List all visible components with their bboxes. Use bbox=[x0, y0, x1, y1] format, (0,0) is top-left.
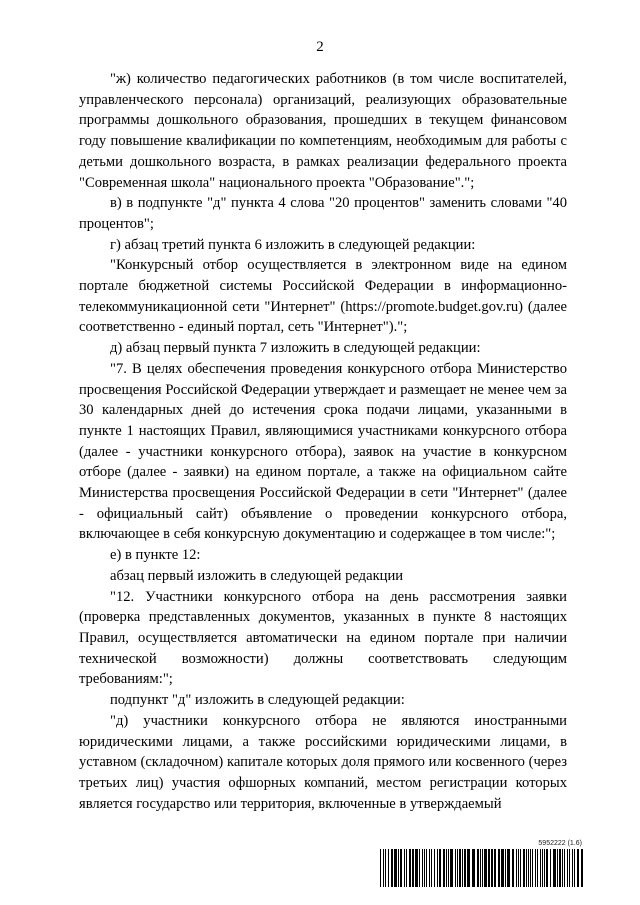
barcode-bar bbox=[455, 849, 456, 887]
barcode-bar bbox=[528, 849, 529, 887]
barcode-bar bbox=[574, 849, 575, 887]
barcode-bar bbox=[462, 849, 463, 887]
barcode-bar bbox=[505, 849, 506, 887]
barcode-bar bbox=[472, 849, 475, 887]
barcode-bar bbox=[569, 849, 570, 887]
barcode-bar bbox=[388, 849, 389, 887]
barcode-bar bbox=[559, 849, 561, 887]
paragraph-competition-portal: "Конкурсный отбор осуществляется в электронном виде на едином портале бюджетной системы Российской Федерации в информационно-телекоммуникационной сети "Интернет" (https://promote.budget.gov.ru) (далее соответственно - единый портал, сеть "Интернет")."; bbox=[79, 257, 567, 336]
paragraph-item-7: "7. В целях обеспечения проведения конкурсного отбора Министерство просвещения Российской Федерации утверждает и размещает не менее чем за 30 календарных дней до истечения срока подачи лицами, указанными в пункте 1 настоящих Правил, являющимися участниками конкурсного отбора (далее - участники конкурсного отбора), заявок на участие в конкурсном отборе (далее - заявки) на едином портале, а также на официальном сайте Министерства просвещения Российской Федерации в сети "Интернет" (далее - официальный сайт) объявление о проведении конкурсного отбора, включающее в себя конкурсную документацию и содержащее в том числе:"; bbox=[79, 360, 567, 543]
barcode-bar bbox=[412, 849, 414, 887]
paragraph-g-amendment: г) абзац третий пункта 6 изложить в следующей редакции: bbox=[110, 236, 476, 253]
paragraph-d-amendment: д) абзац первый пункта 7 изложить в следующей редакции: bbox=[110, 340, 481, 357]
paragraph-zh-item: "ж) количество педагогических работников (в том числе воспитателей, управленческого персонала) организаций, реализующих образовательные программы дошкольного образования, прошедших в текущем финансовом году повышение квалификации по компетенциям, необходимым для работы с детьми дошкольного возраста, в рамках реализации федерального проекта "Современная школа" национального проекта "Образование"."; bbox=[79, 71, 567, 191]
barcode-bar bbox=[431, 849, 432, 887]
barcode-bar bbox=[448, 849, 449, 887]
barcode-bar bbox=[540, 849, 541, 887]
barcode-bar bbox=[553, 849, 556, 887]
barcode-bar bbox=[477, 849, 479, 887]
barcode-bar bbox=[572, 849, 573, 887]
barcode-bar bbox=[562, 849, 563, 887]
barcode-bar bbox=[567, 849, 568, 887]
barcode-bar bbox=[530, 849, 531, 887]
barcode-bar bbox=[450, 849, 453, 887]
barcode-bar bbox=[544, 849, 545, 887]
barcode-bar bbox=[516, 849, 517, 887]
paragraph-v-amendment: в) в подпункте "д" пункта 4 слова "20 процентов" заменить словами "40 процентов"; bbox=[79, 195, 567, 232]
barcode-bar bbox=[535, 849, 536, 887]
barcode-bar bbox=[437, 849, 438, 887]
barcode-bar bbox=[564, 849, 565, 887]
barcode-bar bbox=[439, 849, 441, 887]
barcode-bar bbox=[581, 849, 583, 887]
barcode-bar bbox=[400, 849, 402, 887]
barcode-bar bbox=[557, 849, 558, 887]
barcode-bar bbox=[482, 849, 483, 887]
barcode-bar bbox=[542, 849, 543, 887]
barcode-bar bbox=[457, 849, 458, 887]
barcode-bar bbox=[398, 849, 399, 887]
paragraph-subitem-d: подпункт "д" изложить в следующей редакции: bbox=[110, 692, 405, 709]
barcode-bar bbox=[464, 849, 466, 887]
barcode-bar bbox=[526, 849, 527, 887]
barcode-bar bbox=[512, 849, 514, 887]
barcode-bar bbox=[520, 849, 521, 887]
barcode-bar bbox=[501, 849, 504, 887]
barcode-bar bbox=[550, 849, 551, 887]
paragraph-e-amendment: е) в пункте 12: bbox=[110, 547, 201, 564]
barcode-bar bbox=[446, 849, 447, 887]
barcode-bar bbox=[484, 849, 487, 887]
paragraph-first-abzac: абзац первый изложить в следующей редакции bbox=[110, 567, 404, 584]
document-body bbox=[79, 69, 567, 814]
barcode-bar bbox=[507, 849, 510, 887]
barcode-bar bbox=[391, 849, 393, 887]
barcode-bar bbox=[491, 849, 493, 887]
barcode-bar bbox=[380, 849, 381, 887]
page-number: 2 bbox=[316, 39, 324, 55]
barcode-bar bbox=[577, 849, 579, 887]
barcode-bar bbox=[429, 849, 430, 887]
barcode-bar bbox=[385, 849, 386, 887]
barcode-bar bbox=[419, 849, 420, 887]
barcode-bar bbox=[459, 849, 461, 887]
barcode-bar bbox=[422, 849, 423, 887]
paragraph-subitem-d-text: "д) участники конкурсного отбора не являются иностранными юридическими лицами, а также российскими юридическими лицами, в уставном (складочном) капитале которых доля прямого или косвенного (через третьих лиц) участия офшорных компаний, местом регистрации которых является государство или территория, включенные в утверждаемый bbox=[79, 712, 567, 812]
barcode-bar bbox=[426, 849, 427, 887]
barcode-bar bbox=[434, 849, 435, 887]
barcode-bar bbox=[480, 849, 481, 887]
barcode-bar bbox=[523, 849, 525, 887]
barcode bbox=[378, 839, 588, 889]
barcode-bar bbox=[532, 849, 533, 887]
barcode-bar bbox=[409, 849, 411, 887]
barcode-bar bbox=[404, 849, 405, 887]
barcode-bar bbox=[467, 849, 470, 887]
barcode-bar bbox=[546, 849, 548, 887]
barcode-bar bbox=[415, 849, 418, 887]
barcode-bar bbox=[537, 849, 538, 887]
barcode-bar bbox=[406, 849, 407, 887]
paragraph-item-12: "12. Участники конкурсного отбора на день рассмотрения заявки (проверка представленных документов, указанных в пункте 8 настоящих Правил, осуществляется автоматически на едином портале при наличии технической возможности) должны соответствовать следующим требованиям:"; bbox=[79, 588, 567, 688]
barcode-bar bbox=[488, 849, 490, 887]
barcode-bar bbox=[443, 849, 445, 887]
barcode-bar bbox=[494, 849, 496, 887]
barcode-bar bbox=[383, 849, 384, 887]
barcode-graphic bbox=[378, 849, 588, 887]
barcode-bar bbox=[394, 849, 397, 887]
barcode-code-text: 5952222 (1.6) bbox=[538, 840, 582, 847]
barcode-bar bbox=[518, 849, 519, 887]
barcode-bar bbox=[424, 849, 425, 887]
barcode-bar bbox=[498, 849, 500, 887]
